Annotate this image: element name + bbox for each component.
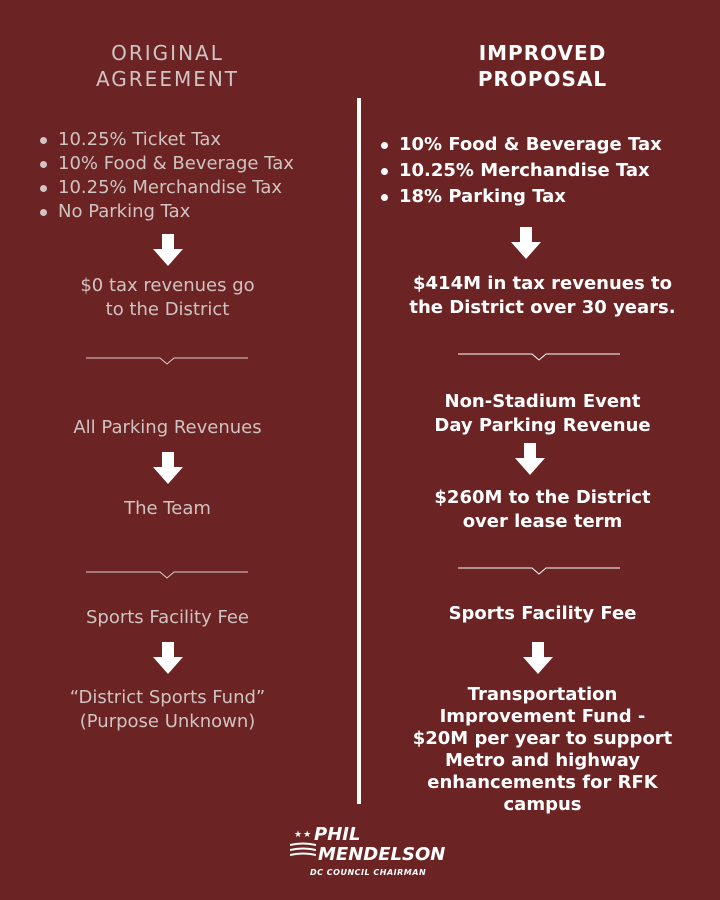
original-tax-result: $0 tax revenues go to the District: [80, 275, 255, 320]
improved-tax-list: [377, 132, 662, 210]
list-item: 10% Food & Beverage Tax: [377, 132, 662, 158]
arrow-down-icon: [153, 234, 183, 266]
original-tax-list: [36, 128, 294, 224]
arrow-down-icon: [515, 443, 545, 475]
section-divider: [458, 564, 620, 576]
list-item: 10.25% Ticket Tax: [36, 128, 294, 152]
stars-and-stripes-icon: [290, 842, 316, 862]
improved-fee-item: Sports Facility Fee: [448, 603, 637, 624]
list-item: No Parking Tax: [36, 200, 294, 224]
logo-last-name: MENDELSON: [318, 844, 446, 865]
list-item: 18% Parking Tax: [377, 184, 662, 210]
section-divider: [86, 354, 248, 366]
list-item: 10.25% Merchandise Tax: [377, 158, 662, 184]
section-divider: [86, 568, 248, 580]
stars-icon: ★★: [294, 830, 313, 840]
original-agreement-heading: ORIGINAL AGREEMENT: [95, 41, 240, 91]
list-item: 10.25% Merchandise Tax: [36, 176, 294, 200]
original-parking-result: The Team: [124, 498, 211, 519]
improved-proposal-heading: IMPROVED PROPOSAL: [477, 41, 608, 91]
mendelson-logo: [280, 820, 446, 882]
section-divider: [458, 350, 620, 362]
logo-first-name: PHIL: [314, 824, 361, 845]
arrow-down-icon: [523, 642, 553, 674]
original-fee-result: “District Sports Fund” (Purpose Unknown): [69, 687, 266, 732]
arrow-down-icon: [153, 642, 183, 674]
improved-parking-result: $260M to the District over lease term: [434, 487, 651, 532]
logo-subtitle: DC COUNCIL CHAIRMAN: [310, 868, 427, 877]
list-item: 10% Food & Beverage Tax: [36, 152, 294, 176]
arrow-down-icon: [153, 452, 183, 484]
original-fee-item: Sports Facility Fee: [85, 607, 249, 628]
improved-parking-item: Non-Stadium Event Day Parking Revenue: [434, 391, 651, 436]
improved-fee-result: Transportation Improvement Fund - $20M per year to support Metro and highway enhancements for RFK campus: [412, 684, 673, 815]
arrow-down-icon: [511, 227, 541, 259]
improved-tax-result: $414M in tax revenues to the District over 30 years.: [409, 273, 676, 318]
column-divider: [357, 98, 361, 804]
original-parking-item: All Parking Revenues: [73, 417, 262, 438]
